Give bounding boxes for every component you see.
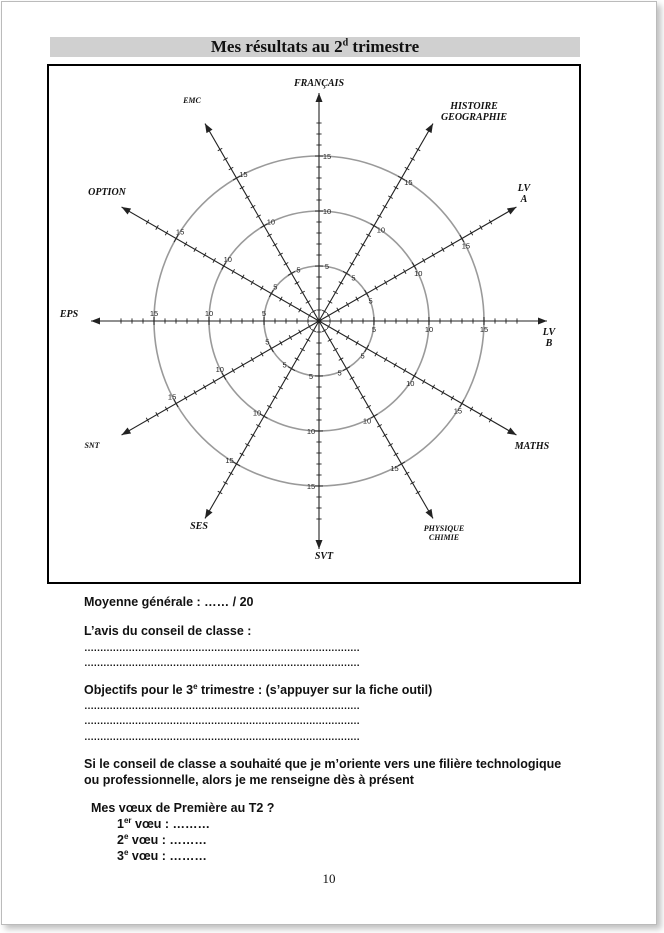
- voeu-2: [117, 833, 207, 847]
- axis-emc-arrow: [205, 124, 213, 134]
- objectifs-sup: e: [193, 681, 198, 691]
- axis-maths-arrow: [507, 427, 517, 435]
- axis-physique-chimie-tick-label: 15: [390, 463, 399, 473]
- moyenne-generale: Moyenne générale : …… / 20: [84, 595, 254, 609]
- radar-chart-frame: [47, 64, 581, 584]
- axis-snt-arrow: [122, 427, 132, 435]
- axis-eps-tick-label: 15: [149, 309, 159, 318]
- axis-snt-tick-label: 5: [265, 337, 270, 347]
- axis-histoire-geographie-tick-label: 5: [351, 273, 356, 283]
- axis-fran-ais-tick-label: 15: [322, 152, 332, 161]
- axis-maths-tick-label: 10: [406, 378, 415, 388]
- axis-option-label: OPTION: [88, 187, 126, 198]
- axis-eps-tick-label: 5: [261, 309, 267, 318]
- page-number: 10: [322, 871, 336, 886]
- axis-fran-ais-tick-label: 10: [322, 207, 332, 216]
- axis-maths-tick-label: 5: [360, 351, 365, 361]
- voeu-2-num: 2: [117, 833, 124, 847]
- axis-ses-tick: [233, 462, 240, 466]
- axis-ses-tick-label: 5: [282, 360, 287, 370]
- objectifs-suffix: trimestre : (s’appuyer sur la fiche outil): [197, 683, 433, 697]
- voeu-3-num: 3: [117, 849, 124, 863]
- axis-emc-tick-label: 10: [266, 217, 276, 227]
- axis-lv-b-tick-label: 15: [479, 325, 489, 334]
- voeu-1-sup: er: [123, 815, 132, 825]
- objectifs-line-1: ……………………………………………………………………………: [84, 701, 360, 712]
- title-sup: d: [342, 37, 349, 49]
- axis-lv-b-tick-label: 10: [424, 325, 434, 334]
- axis-maths-label: MATHS: [514, 441, 550, 452]
- axis-histoire-geographie-label-line: GEOGRAPHIE: [440, 112, 508, 123]
- axis-emc-tick-label: 15: [239, 170, 248, 180]
- axis-svt-tick-label: 10: [306, 427, 316, 436]
- axis-snt-tick-label: 15: [167, 392, 177, 402]
- axis-physique-chimie-label: [424, 524, 464, 542]
- axis-lv-a-tick-label: 10: [414, 268, 423, 278]
- axis-lv-a-line: [319, 207, 516, 321]
- axis-ses-tick: [261, 414, 268, 418]
- orientation-line-1: Si le conseil de classe a souhaité que je m’oriente vers une filière technologique: [84, 757, 562, 771]
- axis-histoire-geographie-tick: [343, 271, 350, 275]
- axis-maths-tick: [365, 345, 369, 352]
- axis-eps-tick-label: 10: [204, 309, 214, 318]
- axis-ses-line: [205, 321, 319, 518]
- objectifs-prefix: Objectifs pour le 3: [84, 683, 194, 697]
- objectifs-label: [84, 683, 432, 697]
- axis-lv-b-arrow: [538, 318, 547, 325]
- avis-line-1: ……………………………………………………………………………: [84, 643, 360, 654]
- axis-lv-b-tick-label: 5: [371, 325, 377, 334]
- axis-emc-tick: [288, 271, 295, 275]
- title-text: Mes résultats au 2: [210, 37, 343, 56]
- axis-histoire-geographie-tick-label: 15: [404, 178, 413, 188]
- radar-chart: [49, 66, 579, 582]
- axis-physique-chimie-arrow: [425, 509, 433, 519]
- axis-lv-a-label-line: A: [520, 194, 528, 205]
- axis-option-line: [122, 207, 319, 321]
- axis-histoire-geographie-tick-label: 10: [376, 225, 386, 235]
- axis-lv-a-tick-label: 5: [368, 296, 373, 306]
- axis-eps-label: EPS: [59, 309, 79, 320]
- axis-fran-ais-tick-label: 5: [324, 262, 330, 271]
- axis-snt-label: SNT: [84, 441, 100, 450]
- axis-ses-tick-label: 10: [252, 408, 262, 418]
- axis-ses-label: SES: [190, 521, 208, 532]
- axis-svt-label: SVT: [314, 551, 334, 562]
- voeu-2-text: vœu : ………: [128, 833, 207, 847]
- voeu-3: [117, 849, 207, 863]
- axis-lv-b-label-line: LV: [542, 327, 556, 338]
- axis-lv-b-label: [542, 327, 557, 349]
- avis-line-2: ……………………………………………………………………………: [84, 658, 360, 669]
- axis-emc-tick-label: 5: [296, 265, 301, 275]
- axis-ses-tick-label: 15: [225, 455, 234, 465]
- axis-physique-chimie-tick-label: 5: [337, 368, 342, 378]
- axis-svt-arrow: [316, 540, 323, 549]
- axis-emc-line: [205, 124, 319, 321]
- axis-physique-chimie-tick-label: 10: [362, 416, 372, 426]
- axis-histoire-geographie-line: [319, 124, 433, 321]
- axis-ses-arrow: [205, 509, 213, 519]
- voeux-label: Mes vœux de Première au T2 ?: [91, 801, 275, 815]
- axis-physique-chimie-label-line: PHYSIQUE: [423, 524, 465, 533]
- axis-fran-ais-arrow: [316, 93, 323, 102]
- axis-lv-a-arrow: [507, 207, 517, 215]
- axis-physique-chimie-label-line: CHIMIE: [428, 533, 460, 542]
- page-title: [50, 37, 580, 57]
- axis-emc-label: EMC: [183, 96, 201, 105]
- objectifs-line-3: ……………………………………………………………………………: [84, 732, 360, 743]
- axis-svt-tick-label: 15: [306, 482, 316, 491]
- voeu-1: [117, 817, 210, 831]
- voeu-1-text: vœu : ………: [131, 817, 210, 831]
- avis-label: L’avis du conseil de classe :: [84, 624, 252, 638]
- title-suffix: trimestre: [348, 37, 420, 56]
- axis-svt-tick-label: 5: [308, 372, 314, 381]
- axis-maths-line: [319, 321, 516, 435]
- axis-histoire-geographie-label-line: HISTOIRE: [450, 101, 498, 112]
- objectifs-line-2: ……………………………………………………………………………: [84, 716, 360, 727]
- axis-option-tick-label: 5: [273, 282, 278, 292]
- axis-snt-tick: [269, 345, 273, 352]
- axis-snt-line: [122, 321, 319, 435]
- axis-physique-chimie-tick: [371, 414, 378, 418]
- axis-eps-arrow: [91, 318, 100, 325]
- axis-lv-b-label-line: B: [545, 338, 553, 349]
- voeu-3-text: vœu : ………: [128, 849, 207, 863]
- axis-option-tick-label: 10: [223, 255, 232, 265]
- voeu-3-sup: e: [123, 847, 129, 857]
- axis-physique-chimie-tick: [343, 367, 350, 371]
- voeu-1-num: 1: [117, 817, 124, 831]
- axis-lv-a-label: [517, 183, 532, 205]
- axis-histoire-geographie-label: [441, 101, 507, 123]
- voeu-2-sup: e: [123, 831, 129, 841]
- axis-maths-tick-label: 15: [453, 406, 463, 416]
- axis-option-arrow: [122, 207, 132, 215]
- orientation-line-2: ou professionnelle, alors je me renseigne dès à présent: [84, 773, 414, 787]
- axis-option-tick-label: 15: [175, 227, 185, 237]
- axis-ses-tick: [288, 367, 295, 371]
- axis-fran-ais-label: FRANÇAIS: [293, 78, 345, 89]
- axis-physique-chimie-tick: [398, 462, 405, 466]
- axis-lv-a-tick-label: 15: [461, 241, 471, 251]
- axis-histoire-geographie-arrow: [425, 124, 433, 134]
- axis-physique-chimie-line: [319, 321, 433, 518]
- axis-lv-a-label-line: LV: [517, 183, 531, 194]
- axis-snt-tick-label: 10: [215, 365, 224, 375]
- document-page: [1, 1, 657, 925]
